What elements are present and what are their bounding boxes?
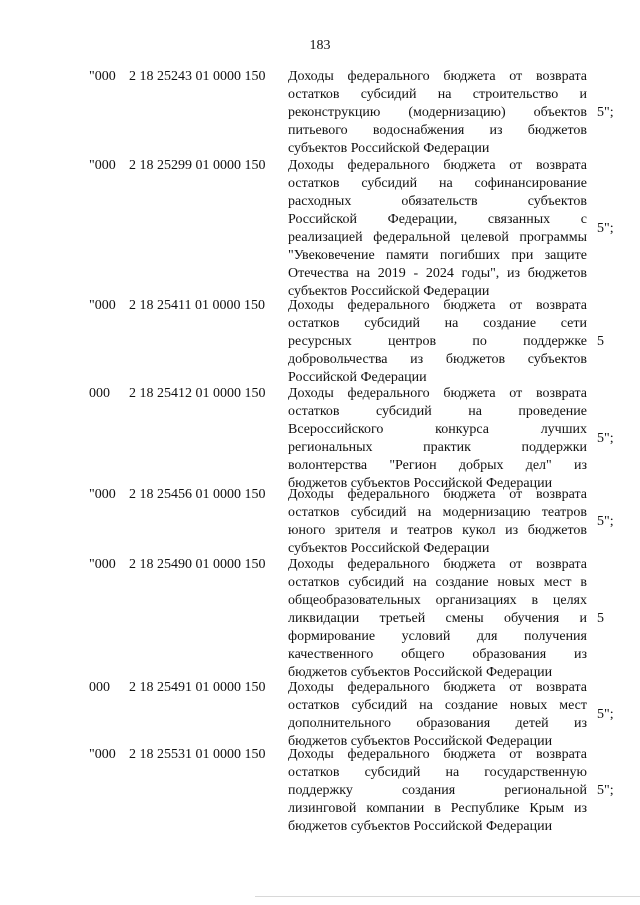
budget-classification-code: 2 18 25491 01 0000 150: [129, 680, 266, 695]
description-line: субъектов Российской Федерации: [288, 141, 490, 156]
budget-classification-code: 2 18 25412 01 0000 150: [129, 386, 266, 401]
description-line: реконструкцию (модернизацию) объектов: [288, 105, 587, 120]
description-line: остатков субсидий на создание новых мест: [288, 698, 587, 713]
budget-classification-code: 2 18 25411 01 0000 150: [129, 298, 265, 313]
description-line: Доходы федерального бюджета от возврата: [288, 298, 587, 313]
description-line: субъектов Российской Федерации: [288, 541, 490, 556]
budget-classification-code: 2 18 25531 01 0000 150: [129, 747, 266, 762]
income-description: [288, 746, 587, 836]
description-line: бюджетов субъектов Российской Федерации: [288, 665, 553, 680]
income-description: [288, 385, 587, 493]
description-line: ресурсных центров по поддержке: [288, 334, 587, 349]
description-line: остатков субсидий на модернизацию театров: [288, 505, 587, 520]
income-description: [288, 486, 587, 558]
row-suffix: 5";: [597, 707, 614, 722]
description-line: Доходы федерального бюджета от возврата: [288, 557, 587, 572]
row-prefix: "000: [89, 747, 116, 762]
row-suffix: 5";: [597, 221, 614, 236]
description-line: лизинговой компании в Республике Крым из: [288, 801, 587, 816]
description-line: Доходы федерального бюджета от возврата: [288, 487, 587, 502]
budget-classification-code: 2 18 25456 01 0000 150: [129, 487, 266, 502]
row-suffix: 5";: [597, 514, 614, 529]
row-suffix: 5: [597, 334, 604, 349]
row-suffix: 5: [597, 611, 604, 626]
budget-classification-code: 2 18 25243 01 0000 150: [129, 69, 266, 84]
page-number: 183: [309, 38, 331, 53]
income-description: [288, 157, 587, 301]
description-line: волонтерства "Регион добрых дел" из: [288, 458, 587, 473]
row-prefix: "000: [89, 298, 116, 313]
description-line: остатков субсидий на создание новых мест в: [288, 575, 587, 590]
description-line: качественного общего образования из: [288, 647, 587, 662]
description-line: Российской Федерации: [288, 370, 427, 385]
row-suffix: 5";: [597, 783, 614, 798]
description-line: региональных практик поддержки: [288, 440, 587, 455]
description-line: реализацией федеральной целевой программы: [288, 230, 587, 245]
description-line: общеобразовательных организациях в целях: [288, 593, 587, 608]
description-line: добровольчества из бюджетов субъектов: [288, 352, 587, 367]
description-line: бюджетов субъектов Российской Федерации: [288, 476, 553, 491]
description-line: Доходы федерального бюджета от возврата: [288, 158, 587, 173]
description-line: остатков субсидий на софинансирование: [288, 176, 587, 191]
budget-classification-code: 2 18 25490 01 0000 150: [129, 557, 266, 572]
description-line: Доходы федерального бюджета от возврата: [288, 747, 587, 762]
description-line: остатков субсидий на строительство и: [288, 87, 587, 102]
description-line: Российской Федерации, связанных с: [288, 212, 587, 227]
description-line: Доходы федерального бюджета от возврата: [288, 386, 587, 401]
row-prefix: "000: [89, 487, 116, 502]
description-line: поддержку создания региональной: [288, 783, 587, 798]
description-line: бюджетов субъектов Российской Федерации: [288, 819, 553, 834]
description-line: расходных обязательств субъектов: [288, 194, 587, 209]
row-suffix: 5";: [597, 431, 614, 446]
income-description: [288, 679, 587, 751]
description-line: Доходы федерального бюджета от возврата: [288, 680, 587, 695]
row-prefix: 000: [89, 680, 110, 695]
description-line: Доходы федерального бюджета от возврата: [288, 69, 587, 84]
row-prefix: "000: [89, 557, 116, 572]
income-description: [288, 297, 587, 387]
description-line: формирование условий для получения: [288, 629, 587, 644]
income-description: [288, 68, 587, 158]
description-line: остатков субсидий на государственную: [288, 765, 587, 780]
description-line: "Увековечение памяти погибших при защите: [288, 248, 587, 263]
description-line: питьевого водоснабжения из бюджетов: [288, 123, 587, 138]
description-line: остатков субсидий на проведение: [288, 404, 587, 419]
row-prefix: 000: [89, 386, 110, 401]
description-line: дополнительного образования детей из: [288, 716, 587, 731]
description-line: Всероссийского конкурса лучших: [288, 422, 587, 437]
description-line: остатков субсидий на создание сети: [288, 316, 587, 331]
description-line: ликвидации третьей смены обучения и: [288, 611, 587, 626]
row-suffix: 5";: [597, 105, 614, 120]
description-line: Отечества на 2019 - 2024 годы", из бюджетов: [288, 266, 587, 281]
budget-classification-code: 2 18 25299 01 0000 150: [129, 158, 266, 173]
description-line: юного зрителя и театров кукол из бюджетов: [288, 523, 587, 538]
row-prefix: "000: [89, 158, 116, 173]
income-description: [288, 556, 587, 682]
scan-edge-line: [255, 896, 640, 897]
row-prefix: "000: [89, 69, 116, 84]
description-line: субъектов Российской Федерации: [288, 284, 490, 299]
description-line: бюджетов субъектов Российской Федерации: [288, 734, 553, 749]
